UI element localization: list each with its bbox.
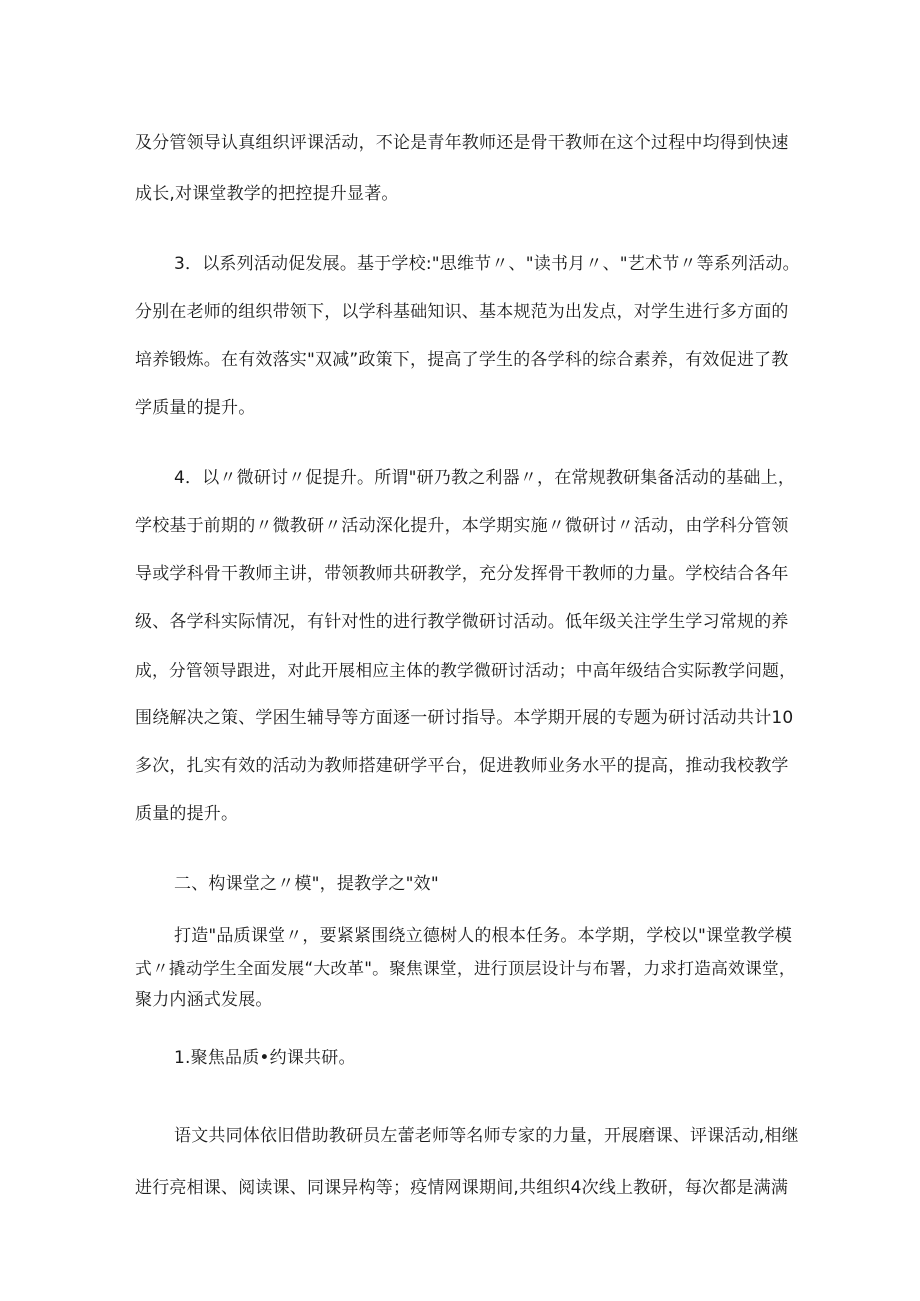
subsection-heading: 1.聚焦品质•约课共研。 (174, 1048, 356, 1068)
text-line-6: 学质量的提升。 (135, 398, 256, 418)
text-line-16: 打造"品质课堂〃，要紧紧围绕立德树人的根本任务。本学期，学校以"课堂教学模 (174, 926, 793, 946)
text-line-5: 培养锻炼。在有效落实"双减”政策下，提高了学生的各学科的综合素养，有效促进了教 (135, 350, 789, 370)
text-line-14: 质量的提升。 (135, 804, 239, 824)
text-line-2: 成长,对课堂教学的把控提升显著。 (135, 184, 399, 204)
text-line-7: 4．以〃微研讨〃促提升。所谓"研乃教之利器〃，在常规教研集备活动的基础上， (174, 468, 796, 488)
text-line-17: 式〃撬动学生全面发展“大改革"。聚焦课堂，进行顶层设计与布署，力求打造高效课堂， (135, 958, 796, 978)
section-heading: 二、构课堂之〃模"，提教学之"效" (174, 874, 439, 894)
text-line-13: 多次，扎实有效的活动为教师搭建研学平台，促进教师业务水平的提高，推动我校教学 (135, 756, 789, 776)
text-line-20: 语文共同体依旧借助教研员左蕾老师等名师专家的力量，开展磨课、评课活动,相继 (174, 1126, 799, 1146)
text-line-1: 及分管领导认真组织评课活动，不论是青年教师还是骨干教师在这个过程中均得到快速 (135, 133, 789, 153)
text-line-4: 分别在老师的组织带领下，以学科基础知识、基本规范为出发点，对学生进行多方面的 (135, 302, 789, 322)
text-line-12: 围绕解决之策、学困生辅导等方面逐一研讨指导。本学期开展的专题为研讨活动共计10 (135, 708, 794, 728)
text-line-8: 学校基于前期的〃微教研〃活动深化提升，本学期实施〃微研讨〃活动，由学科分管领 (135, 516, 789, 536)
text-line-10: 级、各学科实际情况，有针对性的进行教学微研讨活动。低年级关注学生学习常规的养 (135, 612, 789, 632)
text-line-18: 聚力内涵式发展。 (135, 990, 273, 1010)
text-line-21: 进行亮相课、阅读课、同课异构等；疫情网课期间,共组织4次线上教研，每次都是满满 (135, 1178, 789, 1198)
text-line-3: 3．以系列活动促发展。基于学校:"思维节〃、"读书月〃、"艺术节〃等系列活动。 (174, 254, 800, 274)
text-line-11: 成，分管领导跟进，对此开展相应主体的教学微研讨活动；中高年级结合实际教学问题， (135, 660, 797, 680)
text-line-9: 导或学科骨干教师主讲，带领教师共研教学，充分发挥骨干教师的力量。学校结合各年 (135, 564, 789, 584)
